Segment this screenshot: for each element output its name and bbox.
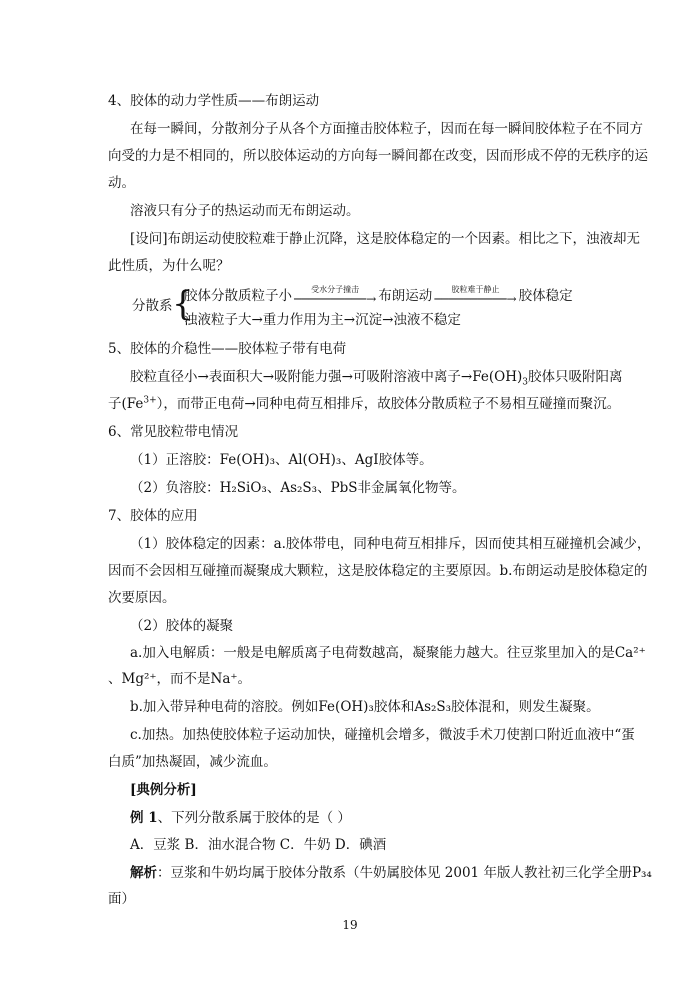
paragraph-line: （1）正溶胶：Fe(OH)₃、Al(OH)₃、AgI胶体等。 [130,452,433,468]
example-question: 例 1、下列分散系属于胶体的是（ ） [130,810,351,826]
question-line: 此性质，为什么呢？ [108,258,230,274]
page-number: 19 [342,918,358,932]
paragraph-line: （2）负溶胶：H₂SiO₃、As₂S₃、PbS非金属氧化物等。 [130,480,466,496]
paragraph-line: 子$(Fe^{3+})$，而带正电荷→同种电荷互相排斥，故胶体分散质粒子不易相互碰撞而聚沉。 [108,395,621,412]
arrow-label: 胶粒难于静止 [451,285,500,294]
heading-5: 5、胶体的介稳性——胶体粒子带有电荷 [108,341,347,357]
paragraph-line: （2）胶体的凝聚 [130,618,234,634]
heading-6: 6、常见胶粒带电情况 [108,424,239,440]
paragraph-line: 胶粒直径小→表面积大→吸附能力强→可吸附溶液中离子$\to Fe(OH)_3$胶体只吸附阳离 [130,369,623,388]
heading-7: 7、胶体的应用 [108,508,198,524]
long-arrow-icon: 胶粒难于静止 ──────────→ [434,285,517,306]
brownian-text: 布朗运动 [378,288,433,304]
dispersion-diagram [130,284,600,328]
paragraph-line: 、Mg²⁺，而不是Na⁺。 [108,671,251,687]
colloid-stable-text: 胶体稳定 [518,288,573,304]
example-options: A．豆浆 B．油水混合物 C．牛奶 D．碘酒 [130,837,387,853]
diagram-row-suspension [184,308,461,328]
heading-4: 4、胶体的动力学性质——布朗运动 [108,93,320,109]
paragraph-line: 向受的力是不相同的，所以胶体运动的方向每一瞬间都在改变，因而形成不停的无秩序的运 [108,148,648,164]
colloid-particle-text: 胶体分散质粒子小 [184,288,292,304]
paragraph-line: c.加热。加热使胶体粒子运动加快，碰撞机会增多，微波手术刀使割口附近血液中“蛋 [130,727,635,743]
section-heading: [典例分析] [130,782,197,798]
paragraph-line: 动。 [108,175,135,191]
diagram-label: 分散系 [132,298,173,314]
paragraph-line: 次要原因。 [108,590,176,606]
arrow-label: 受水分子撞击 [311,285,360,294]
paragraph-line: b.加入带异种电荷的溶胶。例如Fe(OH)₃胶体和As₂S₃胶体混和，则发生凝聚。 [130,699,600,715]
answer-line: 面） [108,891,135,907]
paragraph-line: 溶液只有分子的热运动而无布朗运动。 [130,203,360,219]
suspension-text: 浊液粒子大→重力作用为主→沉淀→浊液不稳定 [184,312,461,328]
paragraph-line: 因而不会因相互碰撞而凝聚成大颗粒，这是胶体稳定的主要原因。b.布朗运动是胶体稳定的 [108,563,648,579]
brace-icon: { [172,284,194,324]
answer-line: 解析：豆浆和牛奶均属于胶体分散系（牛奶属胶体见 2001 年版人教社初三化学全册P₃₄ [130,865,652,881]
diagram-row-colloid [184,284,573,304]
paragraph-line: （1）胶体稳定的因素：a.胶体带电，同种电荷互相排斥，因而使其相互碰撞机会减少， [130,536,651,552]
question-line: [设问]布朗运动使胶粒难于静止沉降，这是胶体稳定的一个因素。相比之下，浊液却无 [130,231,641,247]
paragraph-line: 白质”加热凝固，减少流血。 [108,754,277,770]
paragraph-line: a.加入电解质：一般是电解质离子电荷数越高，凝聚能力越大。往豆浆里加入的是Ca²⁺ [130,645,646,661]
paragraph-line: 在每一瞬间，分散剂分子从各个方面撞击胶体粒子，因而在每一瞬间胶体粒子在不同方 [130,121,643,137]
long-arrow-icon: 受水分子撞击 ──────────→ [294,285,377,306]
